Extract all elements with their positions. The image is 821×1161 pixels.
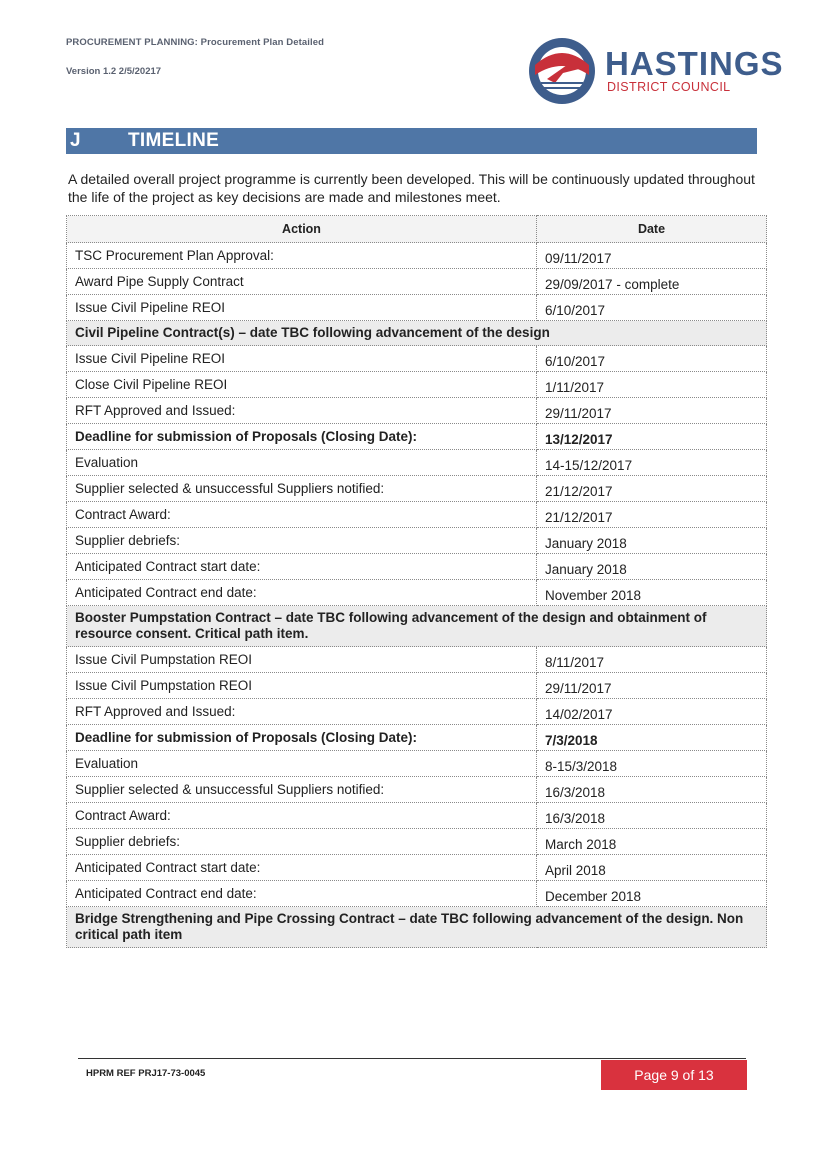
footer-reference: HPRM REF PRJ17-73-0045 xyxy=(86,1068,206,1079)
table-row xyxy=(67,829,767,855)
column-header-action: Action xyxy=(67,216,537,243)
page-number-badge: Page 9 of 13 xyxy=(601,1060,747,1090)
council-emblem-icon xyxy=(527,35,597,107)
table-row xyxy=(67,476,767,502)
date-cell: 7/3/2018 xyxy=(537,725,767,751)
section-heading xyxy=(66,128,757,154)
table-row xyxy=(67,346,767,372)
group-heading: Civil Pipeline Contract(s) – date TBC following advancement of the design xyxy=(67,321,767,346)
date-cell: 29/11/2017 xyxy=(537,398,767,424)
date-cell: January 2018 xyxy=(537,528,767,554)
date-cell: 1/11/2017 xyxy=(537,372,767,398)
action-cell: Contract Award: xyxy=(67,803,537,829)
action-cell: Issue Civil Pumpstation REOI xyxy=(67,673,537,699)
action-cell: Supplier selected & unsuccessful Suppliers notified: xyxy=(67,476,537,502)
table-row xyxy=(67,372,767,398)
table-row xyxy=(67,295,767,321)
date-cell: 29/09/2017 - complete xyxy=(537,269,767,295)
action-cell: Issue Civil Pipeline REOI xyxy=(67,295,537,321)
action-cell: Supplier debriefs: xyxy=(67,829,537,855)
table-row xyxy=(67,673,767,699)
table-group-row xyxy=(67,321,767,346)
date-cell: 8/11/2017 xyxy=(537,647,767,673)
timeline-table-body xyxy=(67,243,767,948)
date-cell: 09/11/2017 xyxy=(537,243,767,269)
footer-divider xyxy=(78,1058,746,1059)
action-cell: Award Pipe Supply Contract xyxy=(67,269,537,295)
header-title: PROCUREMENT PLANNING: Procurement Plan Detailed xyxy=(66,37,325,48)
date-cell: 13/12/2017 xyxy=(537,424,767,450)
action-cell: Evaluation xyxy=(67,450,537,476)
action-cell: Supplier debriefs: xyxy=(67,528,537,554)
section-title: TIMELINE xyxy=(128,130,220,151)
table-row xyxy=(67,398,767,424)
action-cell: Deadline for submission of Proposals (Closing Date): xyxy=(67,424,537,450)
date-cell: 21/12/2017 xyxy=(537,502,767,528)
action-cell: Issue Civil Pumpstation REOI xyxy=(67,647,537,673)
date-cell: 6/10/2017 xyxy=(537,346,767,372)
table-row xyxy=(67,881,767,907)
table-group-row xyxy=(67,606,767,647)
date-cell: 29/11/2017 xyxy=(537,673,767,699)
action-cell: RFT Approved and Issued: xyxy=(67,699,537,725)
logo-subtitle: DISTRICT COUNCIL xyxy=(607,80,731,94)
date-cell: 6/10/2017 xyxy=(537,295,767,321)
table-group-row xyxy=(67,907,767,948)
action-cell: Deadline for submission of Proposals (Closing Date): xyxy=(67,725,537,751)
section-letter: J xyxy=(70,130,81,151)
date-cell: January 2018 xyxy=(537,554,767,580)
action-cell: Supplier selected & unsuccessful Suppliers notified: xyxy=(67,777,537,803)
date-cell: December 2018 xyxy=(537,881,767,907)
action-cell: Issue Civil Pipeline REOI xyxy=(67,346,537,372)
table-row xyxy=(67,424,767,450)
date-cell: 16/3/2018 xyxy=(537,803,767,829)
date-cell: 16/3/2018 xyxy=(537,777,767,803)
table-row xyxy=(67,725,767,751)
column-header-date: Date xyxy=(537,216,767,243)
action-cell: Evaluation xyxy=(67,751,537,777)
action-cell: Close Civil Pipeline REOI xyxy=(67,372,537,398)
action-cell: Anticipated Contract end date: xyxy=(67,580,537,606)
header-version: Version 1.2 2/5/20217 xyxy=(66,66,162,77)
date-cell: March 2018 xyxy=(537,829,767,855)
table-row xyxy=(67,502,767,528)
table-row xyxy=(67,243,767,269)
table-row xyxy=(67,554,767,580)
intro-paragraph: A detailed overall project programme is currently been developed. This will be continuously updated throughout the life of the project as key decisions are made and milestones meet. xyxy=(68,171,755,205)
table-row xyxy=(67,450,767,476)
table-row xyxy=(67,699,767,725)
council-logo xyxy=(527,35,784,110)
action-cell: RFT Approved and Issued: xyxy=(67,398,537,424)
group-heading: Bridge Strengthening and Pipe Crossing Contract – date TBC following advancement of the design. Non critical path item xyxy=(67,907,767,948)
action-cell: Anticipated Contract end date: xyxy=(67,881,537,907)
date-cell: 8-15/3/2018 xyxy=(537,751,767,777)
table-row xyxy=(67,777,767,803)
date-cell: 21/12/2017 xyxy=(537,476,767,502)
table-row xyxy=(67,528,767,554)
action-cell: TSC Procurement Plan Approval: xyxy=(67,243,537,269)
date-cell: 14/02/2017 xyxy=(537,699,767,725)
table-row xyxy=(67,803,767,829)
action-cell: Anticipated Contract start date: xyxy=(67,855,537,881)
table-row xyxy=(67,647,767,673)
table-header-row xyxy=(67,216,767,243)
table-row xyxy=(67,751,767,777)
table-row xyxy=(67,580,767,606)
table-row xyxy=(67,855,767,881)
action-cell: Contract Award: xyxy=(67,502,537,528)
date-cell: 14-15/12/2017 xyxy=(537,450,767,476)
group-heading: Booster Pumpstation Contract – date TBC following advancement of the design and obtainment of resource consent. Critical path item. xyxy=(67,606,767,647)
action-cell: Anticipated Contract start date: xyxy=(67,554,537,580)
table-row xyxy=(67,269,767,295)
logo-wordmark: HASTINGS xyxy=(605,45,784,82)
timeline-table xyxy=(66,215,767,948)
date-cell: April 2018 xyxy=(537,855,767,881)
date-cell: November 2018 xyxy=(537,580,767,606)
